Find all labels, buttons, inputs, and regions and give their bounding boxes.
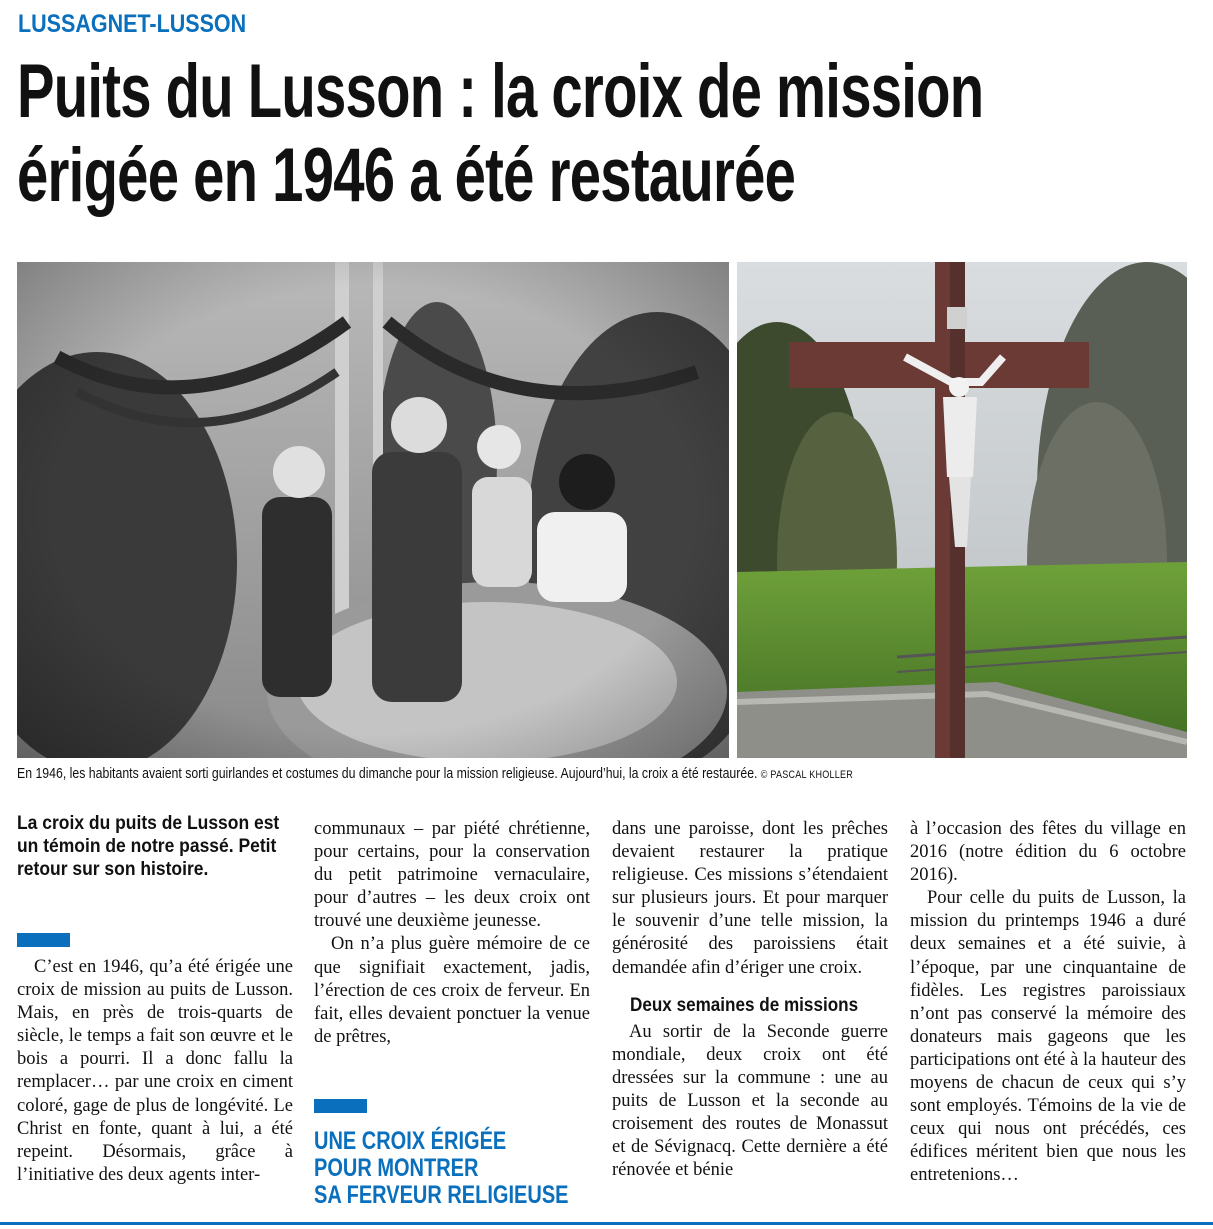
col3-paragraph-2: Au sortir de la Seconde guerre mondiale, deux croix ont été dressées sur la commune : une au puits de Lusson et la seconde au croisement des routes de Monassut et de Sévignacq. Cette dernière a été rénovée et bénie [612, 1021, 888, 1181]
pullquote [314, 1128, 569, 1209]
headline-line-2: érigée en 1946 a été restaurée [17, 133, 796, 218]
col2-paragraph-2: On n’a plus guère mémoire de ce que signifiait exactement, jadis, l’érection de ces croix de ferveur. En fait, elles devaient ponctuer la venue de prêtres, [314, 934, 590, 1047]
col4-paragraph-1: à l’occasion des fêtes du village en 2016 (notre édition du 6 octobre 2016). [910, 819, 1186, 886]
column-3 [612, 818, 888, 1182]
pullquote-line-1: UNE CROIX ÉRIGÉE [314, 1127, 507, 1155]
headline-line-1: Puits du Lusson : la croix de mission [17, 49, 984, 134]
headline [17, 50, 983, 218]
col4-paragraph-2: Pour celle du puits de Lusson, la mission du printemps 1946 a duré deux semaines et a été suivie, à l’époque, par une cinquantaine de fidèles. Les registres paroissiaux n’ont pas conservé la mémoire des donateurs mais gageons que les participations ont été à la hauteur des moyens de chacun de ceux qui s’y sont employés. Témoins de la vie de ceux qui nous ont précédés, ces édifices méritent bien que nous les entretenions… [910, 888, 1186, 1186]
photo-caption [17, 764, 985, 785]
bottom-rule [0, 1222, 1213, 1225]
section-label: LUSSAGNET-LUSSON [18, 10, 247, 38]
photo-credit: © PASCAL KHOLLER [760, 769, 854, 781]
restored-cross-photo [737, 262, 1187, 758]
pullquote-line-3: SA FERVEUR RELIGIEUSE [314, 1181, 569, 1209]
historic-photo-illustration [17, 262, 729, 758]
pullquote-line-2: POUR MONTRER [314, 1154, 479, 1182]
column-1 [17, 956, 293, 1187]
col3-paragraph-1: dans une paroisse, dont les prêches devaient restaurer la pratique religieuse. Ces missions s’étendaient sur plusieurs jours. Et pour marquer le souvenir d’une telle mission, la générosité des paroissiens était demandée afin d’ériger une croix. [612, 819, 888, 978]
col2-paragraph-1: communaux – par piété chrétienne, pour certains, pour la conservation du petit patrimoine vernaculaire, pour d’autres – les deux croix ont trouvé une deuxième jeunesse. [314, 819, 590, 932]
lead-divider-bar [17, 933, 70, 947]
restored-cross-illustration [737, 262, 1187, 758]
subheading: Deux semaines de missions [630, 994, 859, 1016]
col1-paragraph-1: C’est en 1946, qu’a été érigée une croix de mission au puits de Lusson. Mais, en près de trois-quarts de siècle, le temps a fait son œuvre et le bois a pourri. Il a donc fallu la remplacer… par une croix en ciment coloré, gage de plus de longévité. Le Christ en fonte, quant à lui, a été repeint. Désormais, grâce à l’initiative des deux agents inter- [17, 957, 293, 1185]
column-4 [910, 818, 1186, 1188]
pullquote-bar [314, 1099, 367, 1113]
caption-text: En 1946, les habitants avaient sorti guirlandes et costumes du dimanche pour la mission religieuse. Aujourd’hui, la croix a été restaurée. [17, 765, 758, 782]
column-2 [314, 818, 590, 1049]
lead-paragraph: La croix du puits de Lusson est un témoin de notre passé. Petit retour sur son histoire. [17, 813, 280, 880]
historic-photo-1946 [17, 262, 729, 758]
